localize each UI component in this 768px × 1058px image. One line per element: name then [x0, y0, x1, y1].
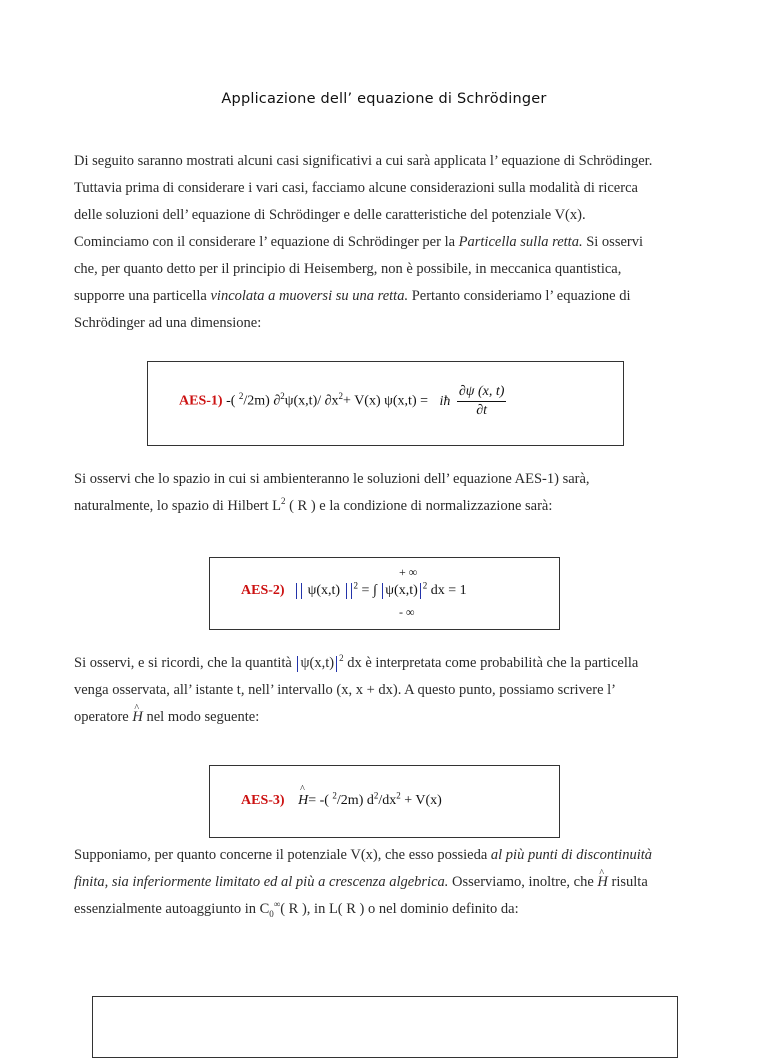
superscript: ∞ — [273, 899, 281, 910]
intro-line: che, per quanto detto per il principio di Heisemberg, non è possibile, in meccanica quantistica, — [74, 261, 622, 277]
text-line — [74, 704, 704, 731]
norm-bar — [301, 583, 302, 599]
text: ( R ), in L( R ) o nel dominio definito da: — [280, 901, 519, 917]
time-derivative-fraction — [457, 384, 507, 419]
equation-aes2 — [241, 580, 467, 599]
text: Pertanto consideriamo l’ equazione di — [408, 288, 631, 304]
eq-text: -( — [222, 393, 239, 409]
eq-sup: 2 — [332, 790, 337, 801]
italic-text: Particella sulla retta. — [458, 234, 583, 250]
subscript: 0 — [269, 908, 274, 919]
eq-text: /dx — [378, 793, 397, 808]
equation-aes3 — [241, 790, 442, 809]
text: Cominciamo con il considerare l’ equazione di Schrödinger per la — [74, 234, 459, 250]
text-line — [74, 650, 704, 677]
hilbert-paragraph — [74, 466, 704, 520]
text-line — [74, 493, 704, 520]
text: Supponiamo, per quanto concerne il potenziale V(x), che esso possieda — [74, 847, 491, 863]
intro-line: delle soluzioni dell’ equazione di Schrödinger e delle caratteristiche del potenziale V(x). — [74, 207, 586, 223]
equation-label: AES-2) — [241, 583, 285, 599]
eq-sup: 2 — [422, 580, 428, 591]
text: operatore — [74, 709, 133, 725]
italic-text: finita, sia inferiormente limitato ed al più a crescenza algebrica. — [74, 874, 449, 890]
norm-bar — [297, 656, 298, 672]
eq-text: /2m) d — [336, 793, 374, 808]
norm-bar — [382, 583, 383, 599]
text-line — [74, 842, 704, 869]
eq-text: = -( — [308, 793, 333, 808]
eq-text: ψ(x,t)/ ∂x — [284, 393, 339, 409]
eq-text: /2m) ∂ — [243, 393, 281, 409]
eq-sup: 2 — [353, 580, 359, 591]
intro-line: Di seguito saranno mostrati alcuni casi significativi a cui sarà applicata l’ equazione di Schrödinger. — [74, 153, 653, 169]
intro-paragraph — [74, 148, 704, 337]
probability-paragraph — [74, 650, 704, 731]
fraction-denominator: ∂t — [476, 403, 488, 418]
fraction-numerator: ∂ψ (x, t) — [457, 384, 507, 402]
italic-text: al più punti di discontinuità — [490, 847, 653, 863]
text: supporre una particella — [74, 288, 211, 304]
text: dx è interpretata come probabilità che la particella — [343, 655, 639, 671]
norm-bar — [351, 583, 352, 599]
eq-text: ψ(x,t) — [307, 583, 341, 599]
equation-box-aes3 — [209, 765, 560, 838]
text: essenzialmente autoaggiunto in C — [74, 901, 270, 917]
ih-symbol: iħ — [439, 393, 451, 409]
hamiltonian-symbol: ^ H — [597, 869, 607, 896]
norm-bar — [346, 583, 347, 599]
equation-box-domain — [92, 996, 678, 1058]
eq-sup: 2 — [373, 790, 379, 801]
hamiltonian-symbol: ^ H — [132, 704, 142, 731]
text-line — [74, 896, 704, 923]
equation-box-aes1 — [147, 361, 624, 446]
equation-label: AES-3) — [241, 793, 285, 808]
text: naturalmente, lo spazio di Hilbert L — [74, 498, 281, 514]
eq-text: ψ(x,t) — [385, 583, 418, 599]
integral-upper-limit: + ∞ — [399, 565, 418, 579]
intro-line: Tuttavia prima di considerare i vari casi, facciamo alcune considerazioni sulla modalità di ricerca — [74, 180, 638, 196]
eq-sup: 2 — [396, 790, 401, 801]
text-line: Si osservi che lo spazio in cui si ambienteranno le soluzioni dell’ equazione AES-1) sarà, — [74, 471, 590, 487]
eq-text: + V(x) — [400, 793, 442, 808]
eq-sup: 2 — [338, 391, 344, 402]
potential-paragraph — [74, 842, 704, 923]
norm-bar — [420, 583, 421, 599]
text: ψ(x,t) — [300, 655, 335, 671]
intro-line — [74, 283, 704, 310]
page-title: Applicazione dell’ equazione di Schrödinger — [221, 91, 547, 107]
eq-text: + V(x) ψ(x,t) = — [343, 393, 428, 409]
superscript: 2 — [280, 496, 286, 507]
eq-sup: 2 — [280, 391, 285, 402]
superscript: 2 — [339, 653, 344, 664]
text: Si osservi, e si ricordi, che la quantità — [74, 655, 296, 671]
text-line: venga osservata, all’ istante t, nell’ intervallo (x, x + dx). A questo punto, possiamo scrivere l’ — [74, 682, 616, 698]
italic-text: vincolata a muoversi su una retta. — [210, 288, 409, 304]
text: Si osservi — [582, 234, 643, 250]
equation-box-aes2 — [209, 557, 560, 630]
equation-aes1 — [179, 384, 506, 419]
text: risulta — [607, 874, 648, 890]
integral-lower-limit: - ∞ — [399, 605, 415, 619]
text: ( R ) e la condizione di normalizzazione sarà: — [285, 498, 553, 514]
norm-bar — [296, 583, 297, 599]
equation-label: AES-1) — [179, 393, 223, 409]
norm-bar — [336, 656, 337, 672]
text: nel modo seguente: — [142, 709, 260, 725]
text-line — [74, 869, 704, 896]
eq-text: dx = 1 — [430, 583, 467, 599]
text: Osserviamo, inoltre, che — [448, 874, 598, 890]
eq-sup: 2 — [238, 391, 244, 402]
intro-line — [74, 229, 704, 256]
intro-line: Schrödinger ad una dimensione: — [74, 315, 262, 331]
hamiltonian-symbol: ^ H — [298, 793, 308, 809]
eq-text: = ∫ — [361, 583, 377, 599]
